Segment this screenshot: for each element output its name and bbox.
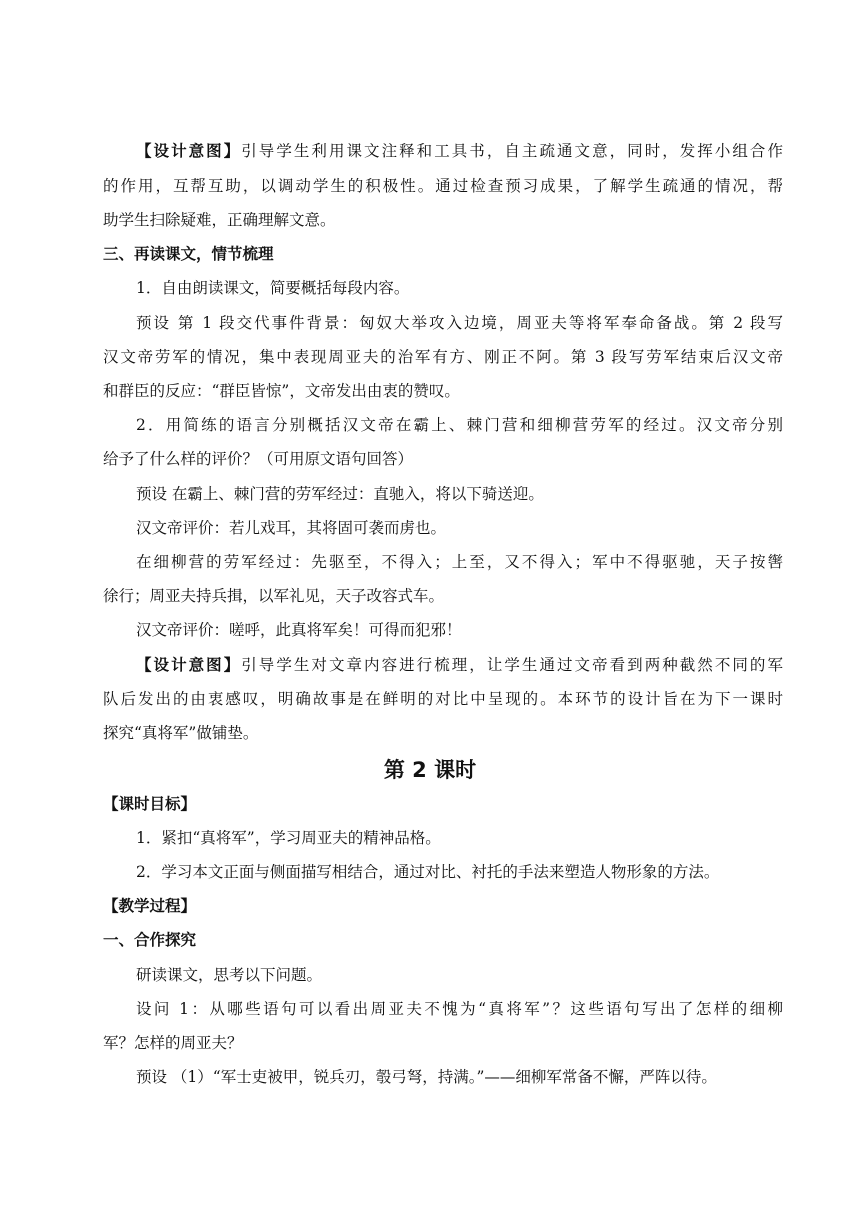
answer-line: 和群臣的反应：“群臣皆惊”，文帝发出由衷的赞叹。 [103,382,460,400]
question-2: 2．用简练的语言分别概括汉文帝在霸上、棘门营和细柳营劳军的经过。汉文帝分别 [136,416,783,434]
question-line: 军？怎样的周亚夫？ [103,1034,243,1052]
answer-line: 汉文帝劳军的情况，集中表现周亚夫的治军有方、刚正不阿。第 3 段写劳军结束后汉文帝 [103,348,783,366]
section-heading: 一、合作探究 [103,931,197,949]
design-intent-label: 【设计意图】 [136,142,242,160]
question-1: 1．自由朗读课文，简要概括每段内容。 [136,279,410,297]
paragraph-line: 队后发出的由衷感叹，明确故事是在鲜明的对比中呈现的。本环节的设计旨在为下一课时 [103,690,783,708]
answer-line: 汉文帝评价：嗟呼，此真将军矣！可得而犯邪！ [136,621,462,639]
section-heading: 三、再读课文，情节梳理 [103,245,274,263]
lesson-title: 第 2 课时 [383,758,477,782]
process-heading: 【教学过程】 [103,897,197,915]
design-intent-label: 【设计意图】 [136,656,242,674]
goals-heading: 【课时目标】 [103,795,197,813]
answer-line: 预设 在霸上、棘门营的劳军经过：直驰入，将以下骑送迎。 [136,485,544,503]
answer-line: 汉文帝评价：若儿戏耳，其将固可袭而虏也。 [136,519,447,537]
paragraph-line: 探究“真将军”做铺垫。 [103,724,259,742]
answer-line: 在细柳营的劳军经过：先驱至，不得入；上至，又不得入；军中不得驱驰，天子按辔 [136,553,783,571]
paragraph-line: 的作用，互帮互助，以调动学生的积极性。通过检查预习成果，了解学生疏通的情况，帮 [103,177,783,195]
paragraph-line: 研读课文，思考以下问题。 [136,966,323,984]
goal-item: 2．学习本文正面与侧面描写相结合，通过对比、衬托的手法来塑造人物形象的方法。 [136,863,720,881]
paragraph-line: 助学生扫除疑难，正确理解文意。 [103,211,336,229]
question-2: 给予了什么样的评价？（可用原文语句回答） [103,450,414,468]
goal-item: 1．紧扣“真将军”，学习周亚夫的精神品格。 [136,829,441,847]
answer-line: 预设 第 1 段交代事件背景：匈奴大举攻入边境，周亚夫等将军奉命备战。第 2 段写 [136,314,783,332]
answer-line: 预设 （1）“军士吏被甲，锐兵刃，彀弓弩，持满。”——细柳军常备不懈，严阵以待。 [136,1068,717,1086]
paragraph-line: 【设计意图】引导学生对文章内容进行梳理，让学生通过文帝看到两种截然不同的军 [136,656,783,674]
question-line: 设问 1：从哪些语句可以看出周亚夫不愧为“真将军”？这些语句写出了怎样的细柳 [136,1000,783,1018]
answer-line: 徐行；周亚夫持兵揖，以军礼见，天子改容式车。 [103,587,445,605]
paragraph-line: 【设计意图】引导学生利用课文注释和工具书，自主疏通文意，同时，发挥小组合作 [136,142,783,160]
